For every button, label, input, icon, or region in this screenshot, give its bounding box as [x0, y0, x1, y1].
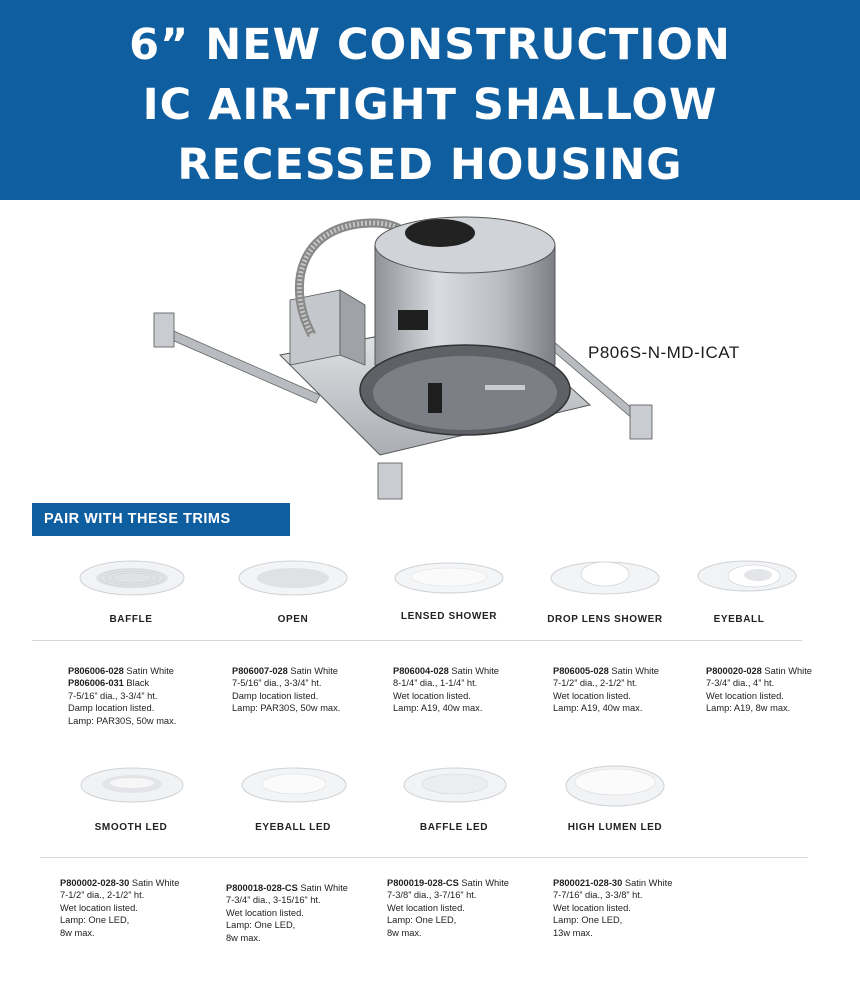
spec-baffle-led: [387, 877, 509, 939]
spec-line: Wet location listed.: [553, 690, 631, 701]
trim-name-lensed-shower: LENSED SHOWER: [400, 611, 498, 622]
spec-line: 7-5/16” dia., 3-3/4” ht.: [232, 678, 322, 689]
spec-line: 13w max.: [553, 927, 593, 938]
spec-line: Wet location listed.: [393, 690, 471, 701]
spec-line: Damp location listed.: [68, 703, 155, 714]
trim-name-baffle: BAFFLE: [109, 614, 153, 625]
spec-line: Wet location listed.: [706, 690, 784, 701]
drop-lens-shower-trim-image: [549, 554, 661, 598]
finish: Satin White: [123, 666, 174, 676]
finish: Satin White: [622, 878, 673, 888]
trim-name-eyeball: EYEBALL: [713, 614, 765, 625]
spec-line: Lamp: PAR30S, 50w max.: [68, 715, 177, 726]
spec-line: Damp location listed.: [232, 690, 319, 701]
trim-name-baffle-led: BAFFLE LED: [419, 822, 489, 833]
spec-high-lumen-led: [553, 877, 672, 939]
spec-drop-lens-shower: [553, 665, 659, 715]
part-number: P806006-031: [68, 678, 124, 689]
spec-eyeball-led: [226, 882, 348, 944]
spec-line: Lamp: One LED,: [387, 915, 457, 926]
spec-line: 7-3/4” dia., 4” ht.: [706, 678, 775, 689]
section-header: PAIR WITH THESE TRIMS: [32, 503, 290, 536]
baffle-trim-image: [78, 559, 186, 597]
spec-line: Lamp: One LED,: [553, 915, 623, 926]
part-number: P806004-028: [393, 666, 449, 676]
lensed-shower-trim-image: [393, 561, 505, 595]
spec-line: Wet location listed.: [553, 902, 631, 913]
part-number: P800020-028: [706, 666, 762, 676]
open-trim-image: [237, 559, 349, 597]
spec-line: Lamp: A19, 8w max.: [706, 703, 791, 714]
spec-line: 8-1/4” dia., 1-1/4” ht.: [393, 678, 478, 689]
divider-row1: [32, 640, 802, 641]
eyeball-trim-image: [696, 556, 798, 594]
model-number: P806S-N-MD-ICAT: [588, 343, 740, 362]
finish: Satin White: [458, 878, 509, 888]
finish: Satin White: [129, 878, 180, 888]
spec-open: [232, 665, 340, 715]
part-number: P806007-028: [232, 666, 288, 676]
part-number: P800018-028-CS: [226, 883, 298, 893]
part-number: P800021-028-30: [553, 878, 623, 888]
spec-line: 8w max.: [226, 932, 261, 943]
baffle-led-trim-image: [402, 765, 508, 805]
eyeball-led-trim-image: [240, 765, 348, 805]
spec-line: Lamp: PAR30S, 50w max.: [232, 703, 341, 714]
part-number: P800002-028-30: [60, 878, 130, 888]
high-lumen-led-trim-image: [564, 762, 666, 808]
header-banner: [0, 0, 860, 200]
title-line-3: RECESSED HOUSING: [177, 140, 683, 190]
trim-name-high-lumen-led: HIGH LUMEN LED: [567, 822, 663, 833]
part-number: P800019-028-CS: [387, 878, 459, 888]
spec-line: 7-3/4” dia., 3-15/16” ht.: [226, 895, 321, 906]
finish: Satin White: [287, 666, 338, 676]
finish: Satin White: [608, 666, 659, 676]
spec-line: Wet location listed.: [226, 907, 304, 918]
finish: Satin White: [448, 666, 499, 676]
title-line-1: 6” NEW CONSTRUCTION: [129, 20, 731, 70]
spec-line: Lamp: One LED,: [226, 920, 296, 931]
trim-name-open: OPEN: [277, 614, 309, 625]
divider-row2: [40, 857, 808, 858]
spec-line: 7-1/2” dia., 2-1/2” ht.: [60, 890, 145, 901]
spec-line: 8w max.: [60, 927, 95, 938]
spec-eyeball: [706, 665, 812, 715]
finish: Satin White: [761, 666, 812, 676]
finish: Black: [123, 678, 150, 689]
trim-name-drop-lens-shower: DROP LENS SHOWER: [547, 614, 663, 625]
trim-name-smooth-led: SMOOTH LED: [94, 822, 168, 833]
spec-line: Lamp: One LED,: [60, 915, 130, 926]
spec-line: 7-7/16” dia., 3-3/8” ht.: [553, 890, 643, 901]
smooth-led-trim-image: [79, 765, 185, 805]
spec-line: 8w max.: [387, 927, 422, 938]
part-number: P806006-028: [68, 666, 124, 676]
spec-line: 7-5/16” dia., 3-3/4” ht.: [68, 690, 158, 701]
spec-line: Lamp: A19, 40w max.: [553, 703, 643, 714]
spec-line: Wet location listed.: [387, 902, 465, 913]
spec-line: Lamp: A19, 40w max.: [393, 703, 483, 714]
part-number: P806005-028: [553, 666, 609, 676]
spec-smooth-led: [60, 877, 179, 939]
spec-line: Wet location listed.: [60, 902, 138, 913]
spec-lensed-shower: [393, 665, 499, 715]
title-line-2: IC AIR-TIGHT SHALLOW: [142, 80, 718, 130]
spec-line: 7-1/2” dia., 2-1/2” ht.: [553, 678, 638, 689]
finish: Satin White: [297, 883, 348, 893]
spec-baffle: [68, 665, 176, 727]
trim-name-eyeball-led: EYEBALL LED: [255, 822, 331, 833]
spec-line: 7-3/8” dia., 3-7/16” ht.: [387, 890, 477, 901]
